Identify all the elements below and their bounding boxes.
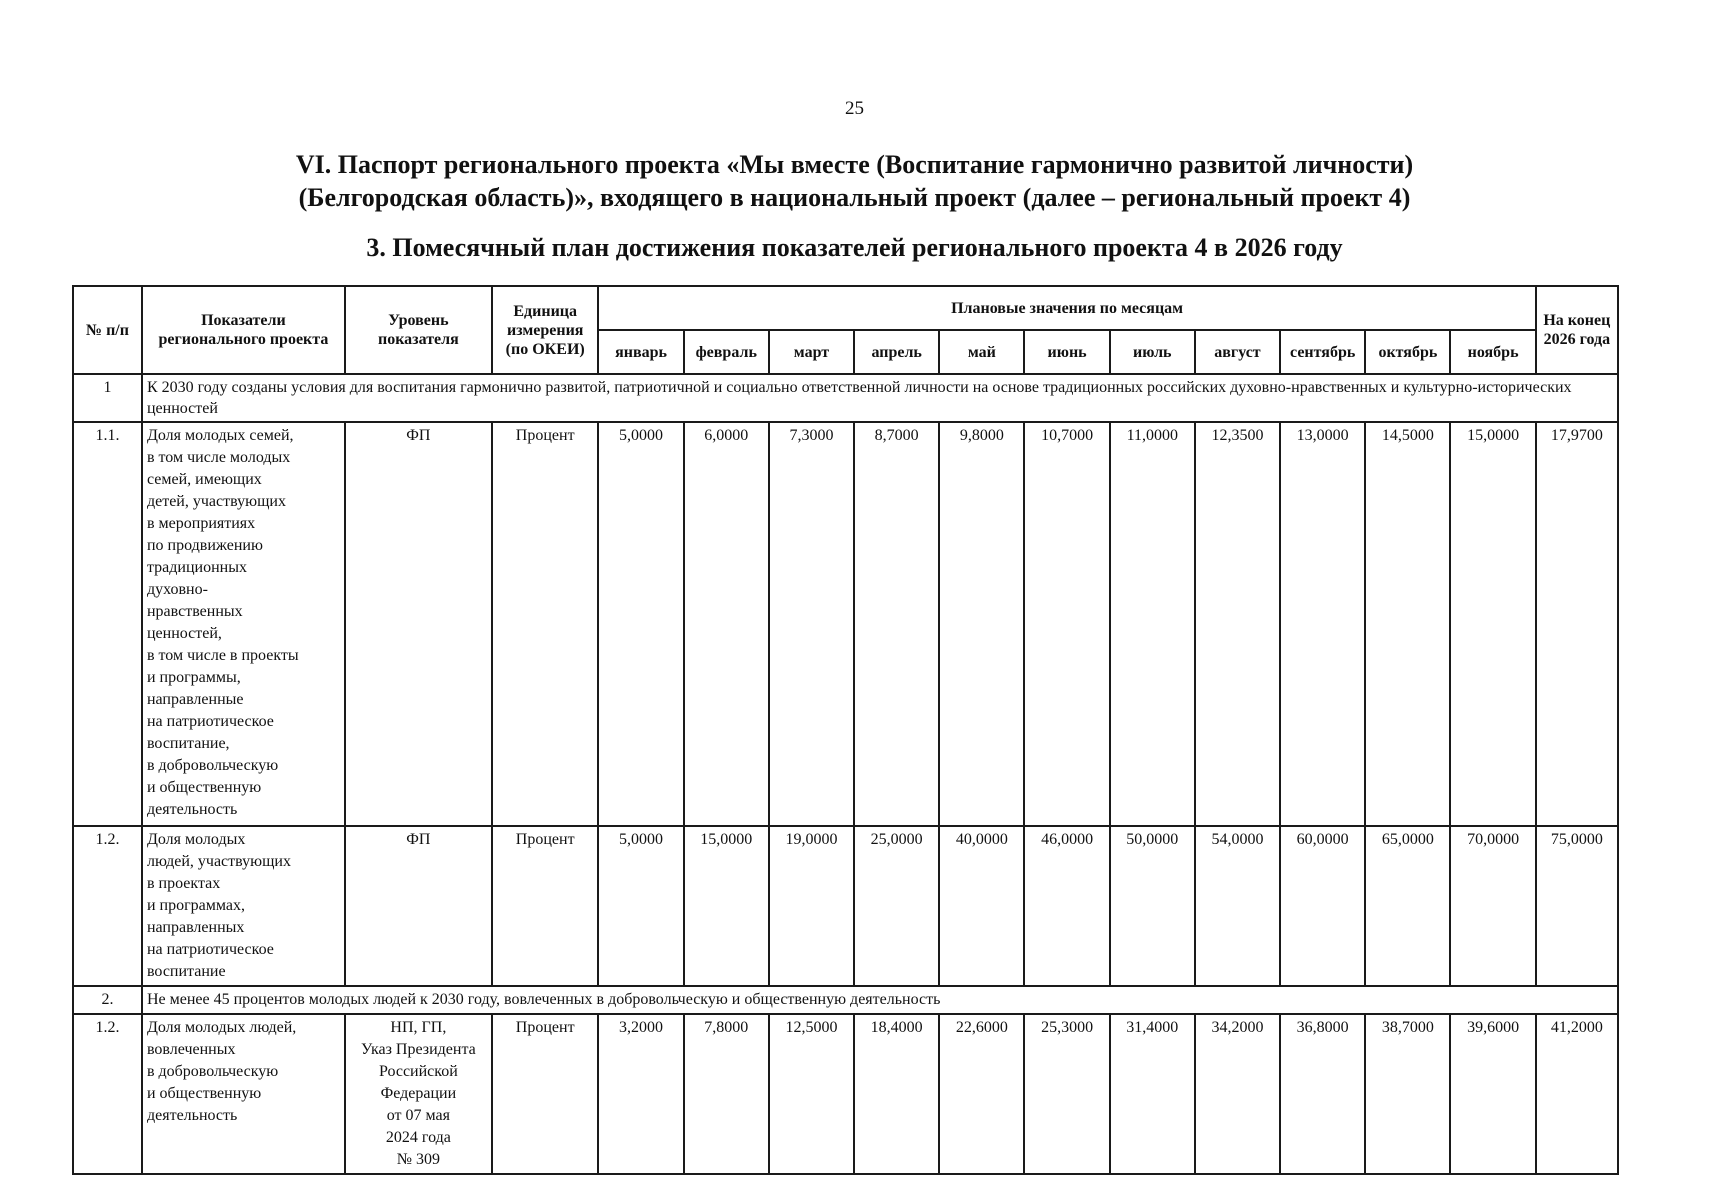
table-header-row [73,286,1618,330]
month-value: 36,8000 [1280,1014,1365,1174]
end-of-year-value: 17,9700 [1536,422,1618,826]
header-month: апрель [854,330,939,374]
header-indicator: Показатели регионального проекта [142,286,345,374]
month-value: 11,0000 [1110,422,1195,826]
month-value: 7,3000 [769,422,854,826]
indicator-unit: Процент [492,1014,599,1174]
row-number: 1.2. [73,826,142,986]
month-value: 15,0000 [684,826,769,986]
month-value: 12,5000 [769,1014,854,1174]
header-month: февраль [684,330,769,374]
header-level: Уровень показателя [345,286,492,374]
month-value: 18,4000 [854,1014,939,1174]
month-value: 12,3500 [1195,422,1280,826]
page-number: 25 [845,98,864,119]
section-number: 2. [73,986,142,1014]
heading-line-1: VI. Паспорт регионального проекта «Мы вместе (Воспитание гармонично развитой личности) [295,150,1414,179]
section-row [73,374,1618,422]
month-value: 54,0000 [1195,826,1280,986]
table-row [73,1014,1618,1174]
header-month: январь [598,330,683,374]
month-value: 34,2000 [1195,1014,1280,1174]
month-value: 5,0000 [598,422,683,826]
indicator-name: Доля молодых семей, в том числе молодых семей, имеющих детей, участвующих в мероприятиях по продвижению традиционных духовно- нравственных ценностей, в том числе в проекты и программы, направленные на патриотическое воспитание, в добровольческую и общественную деятельность [142,422,345,826]
header-unit: Единица измерения (по ОКЕИ) [492,286,599,374]
indicator-unit: Процент [492,422,599,826]
month-value: 9,8000 [939,422,1024,826]
month-value: 19,0000 [769,826,854,986]
month-value: 46,0000 [1024,826,1109,986]
month-value: 31,4000 [1110,1014,1195,1174]
indicator-level: ФП [345,422,492,826]
header-month: ноябрь [1450,330,1535,374]
month-value: 15,0000 [1450,422,1535,826]
plan-table-wrapper [72,285,1619,1175]
header-num: № п/п [73,286,142,374]
month-value: 13,0000 [1280,422,1365,826]
month-value: 14,5000 [1365,422,1450,826]
section-number: 1 [73,374,142,422]
indicator-unit: Процент [492,826,599,986]
row-number: 1.1. [73,422,142,826]
header-month: июль [1110,330,1195,374]
month-value: 5,0000 [598,826,683,986]
section-text: Не менее 45 процентов молодых людей к 2030 году, вовлеченных в добровольческую и общественную деятельность [142,986,1618,1014]
month-value: 8,7000 [854,422,939,826]
header-plan-values: Плановые значения по месяцам [598,286,1535,330]
month-value: 7,8000 [684,1014,769,1174]
table-row [73,422,1618,826]
heading-line-2: (Белгородская область)», входящего в национальный проект (далее – региональный проект 4) [298,183,1411,212]
section-text: К 2030 году созданы условия для воспитания гармонично развитой, патриотичной и социально ответственной личности на основе традиционных российских духовно-нравственных и культурно-исторических ценностей [142,374,1618,422]
document-heading [0,148,1709,214]
month-value: 22,6000 [939,1014,1024,1174]
indicator-name: Доля молодых людей, вовлеченных в добровольческую и общественную деятельность [142,1014,345,1174]
indicator-level: НП, ГП, Указ Президента Российской Федерации от 07 мая 2024 года № 309 [345,1014,492,1174]
section-subheading: 3. Помесячный план достижения показателей регионального проекта 4 в 2026 году [366,233,1343,262]
end-of-year-value: 41,2000 [1536,1014,1618,1174]
month-value: 50,0000 [1110,826,1195,986]
month-value: 6,0000 [684,422,769,826]
header-month: март [769,330,854,374]
indicator-level: ФП [345,826,492,986]
indicator-name: Доля молодых людей, участвующих в проектах и программах, направленных на патриотическое воспитание [142,826,345,986]
month-value: 3,2000 [598,1014,683,1174]
header-month: октябрь [1365,330,1450,374]
month-value: 38,7000 [1365,1014,1450,1174]
section-row [73,986,1618,1014]
header-end-of-year: На конец 2026 года [1536,286,1618,374]
month-value: 25,0000 [854,826,939,986]
month-value: 65,0000 [1365,826,1450,986]
month-value: 60,0000 [1280,826,1365,986]
month-value: 10,7000 [1024,422,1109,826]
monthly-plan-table [72,285,1619,1175]
month-value: 39,6000 [1450,1014,1535,1174]
header-month: август [1195,330,1280,374]
row-number: 1.2. [73,1014,142,1174]
header-month: май [939,330,1024,374]
end-of-year-value: 75,0000 [1536,826,1618,986]
month-value: 25,3000 [1024,1014,1109,1174]
table-row [73,826,1618,986]
header-month: сентябрь [1280,330,1365,374]
month-value: 70,0000 [1450,826,1535,986]
header-month: июнь [1024,330,1109,374]
month-value: 40,0000 [939,826,1024,986]
